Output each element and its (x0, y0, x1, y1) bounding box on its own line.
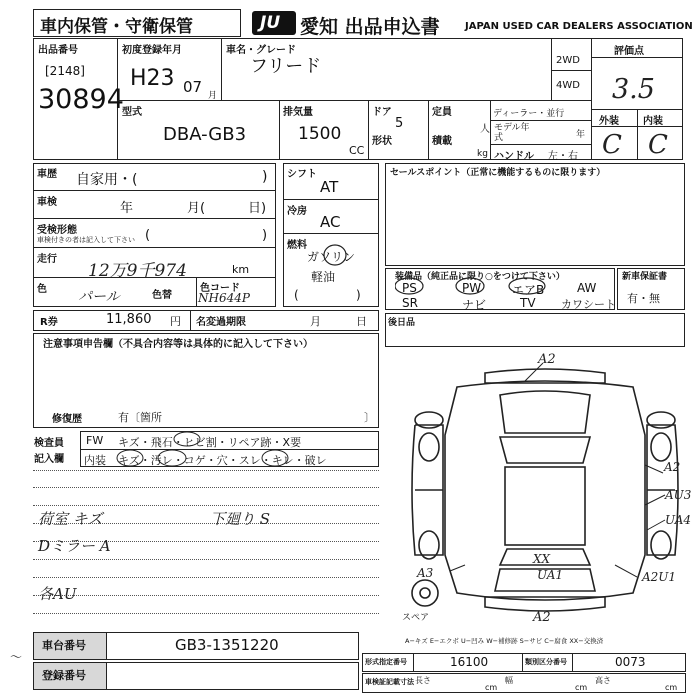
inspection-label: 車検 (37, 197, 57, 208)
model-year-label: モデル年式 (494, 123, 530, 143)
cooling-label: 冷房 (287, 206, 307, 217)
rating-ext-label: 外装 (599, 116, 619, 127)
period-day-unit: 日 (356, 315, 367, 328)
registration-era: H23 (130, 66, 175, 91)
class-value: 0073 (615, 655, 646, 669)
displacement-unit: CC (349, 144, 365, 157)
diag-label-ua1: UA1 (537, 568, 564, 582)
checker-label-1: 検査員 (34, 438, 64, 449)
load-label: 積載 (432, 136, 452, 147)
dealer-import-label: ディーラー・並行 (493, 109, 565, 119)
capacity-label: 定員 (432, 107, 452, 118)
plate-label: 登録番号 (34, 663, 106, 689)
car-name-label: 車名・グレード (226, 45, 296, 56)
equipment-sr: SR (402, 296, 418, 310)
load-unit: kg (477, 149, 488, 159)
shape-label: 形状 (372, 136, 392, 147)
fuel-close: ) (356, 288, 361, 302)
doors-value: 5 (395, 116, 404, 131)
ju-logo-text: JU (260, 13, 281, 33)
rating-score: 3.5 (612, 74, 655, 105)
doors-label: ドア (372, 107, 392, 118)
spare-label: スペア (402, 613, 430, 623)
checker-row1-head: FW (86, 434, 104, 447)
model-label: 型式 (122, 107, 142, 118)
shift-label: シフト (287, 169, 317, 180)
chassis-value: GB3-1351220 (175, 636, 279, 654)
height-label: 高さ (595, 676, 611, 685)
recycle-label: R券 (40, 317, 58, 328)
equipment-ps: PS (402, 281, 417, 295)
diag-label-right-1: A2 (664, 460, 681, 474)
diag-label-rear: A2 (533, 610, 551, 625)
history-label: 車歴 (37, 169, 57, 180)
notes-label: 注意事項申告欄（不具合内容等は具体的に記入して下さい） (43, 339, 313, 350)
rating-int-label: 内装 (643, 116, 663, 127)
lot-number: 30894 (38, 84, 124, 115)
rating-int: C (648, 130, 668, 160)
checker-label-2: 記入欄 (34, 454, 64, 465)
checker-row1-items: キズ・飛石・ヒビ割・リペア跡・X要 (118, 436, 302, 449)
note-underbody: 下廻り S (210, 510, 271, 528)
sales-point-label: セールスポイント（正常に機能するものに限ります） (390, 168, 606, 178)
lot-label: 出品番号 (38, 45, 78, 56)
class-label: 類別区分番号 (525, 658, 567, 666)
repair-label: 修復歴 (52, 414, 82, 425)
height-unit: cm (665, 683, 678, 692)
color-label: 色 (37, 284, 47, 295)
dimension-label: 車検証記載寸法 (365, 678, 414, 686)
handle-label: ハンドル (494, 151, 534, 162)
mileage-value: 12万9千974 (88, 261, 187, 281)
recycle-unit: 円 (170, 315, 181, 328)
checker-row2-items: キズ・汚レ・コゲ・穴・スレ・キレ・破レ (118, 454, 327, 467)
stray-mark: 〜 (10, 650, 23, 664)
equipment-leather: カワシート (561, 298, 616, 311)
capacity-unit: 人 (480, 124, 490, 135)
model-year-unit: 年 (576, 130, 586, 140)
width-unit: cm (575, 683, 588, 692)
color-code-label: 色コード (200, 283, 240, 294)
designation-label: 形式指定番号 (365, 658, 407, 666)
equipment-aw: AW (577, 281, 597, 295)
car-name-value: フリード (250, 56, 322, 77)
org-english: JAPAN USED CAR DEALERS ASSOCIATION (465, 21, 693, 32)
equipment-airbag: エアB (512, 283, 545, 297)
rating-label: 評価点 (614, 46, 644, 57)
designation-value: 16100 (450, 655, 489, 669)
repair-close: 〕 (364, 411, 375, 424)
name-change-period-label: 名変過期限 (196, 317, 246, 328)
color-code: NH644P (198, 291, 250, 305)
sales-point-box (385, 163, 685, 266)
vehicle-info-block (33, 38, 683, 160)
length-label: 長さ (415, 676, 431, 685)
equipment-navi: ナビ (462, 298, 487, 312)
note-cargo-scratch: 荷室 キズ (38, 510, 103, 528)
accept-form-sub: 車検付きの者は記入して下さい (37, 236, 135, 244)
shift-value: AT (320, 178, 339, 196)
handle-value: 左・右 (548, 151, 578, 162)
repair-value: 有〔箇所 (118, 411, 162, 424)
lot-sub-number: [2148] (45, 64, 85, 78)
registration-month: 07 (183, 78, 203, 96)
checker-row2-head: 内装 (84, 454, 106, 467)
note-door-mirror: Dミラー A (38, 537, 111, 555)
equipment-pw: PW (462, 281, 482, 295)
storage-title: 車内保管・守衛保管 (40, 17, 193, 37)
storage-title-box (33, 9, 241, 37)
warranty-label: 新車保証書 (622, 272, 668, 282)
accept-form-close: ) (262, 228, 268, 243)
period-month-unit: 月 (310, 315, 321, 328)
mileage-label: 走行 (37, 254, 57, 265)
diag-label-xx: XX (533, 552, 551, 566)
diagram-legend: A−キズ E−エクボ U−凹み W−補修跡 S−サビ C−腐食 XX−交換済 (405, 637, 604, 645)
diag-label-left: A3 (417, 566, 434, 580)
diag-label-right-2: AU3 (665, 488, 692, 502)
accept-form-open: ( (145, 228, 151, 243)
note-each-au: 各AU (38, 585, 77, 603)
inspection-month: 月( (187, 201, 206, 216)
post-item-box (385, 313, 685, 347)
fuel-open: ( (294, 288, 299, 302)
recycle-value: 11,860 (106, 312, 152, 327)
model-value: DBA-GB3 (163, 124, 247, 145)
displacement-label: 排気量 (283, 107, 313, 118)
color-change-label: 色替 (152, 290, 172, 301)
equipment-label: 装備品（純正品に限り○をつけて下さい） (395, 272, 565, 282)
color-value: パール (78, 289, 120, 305)
equipment-tv: TV (520, 296, 536, 310)
car-damage-diagram (405, 355, 685, 625)
registration-label: 初度登録年月 (122, 45, 182, 56)
inspection-day: 日) (248, 201, 267, 216)
chassis-label: 車台番号 (34, 633, 106, 659)
diag-label-right-3: UA4 (665, 513, 692, 527)
inspection-year: 年 (120, 201, 134, 216)
post-item-label: 後日品 (388, 318, 416, 328)
fuel-circle-mark (322, 243, 348, 267)
diag-label-right-4: A2U1 (642, 570, 677, 584)
registration-month-unit: 月 (208, 91, 218, 101)
length-unit: cm (485, 683, 498, 692)
ju-logo (252, 11, 296, 35)
drive-2wd: 2WD (556, 55, 580, 66)
history-close: ) (262, 169, 268, 185)
fuel-gas: ガソリン (307, 250, 356, 264)
warranty-yes-no: 有・無 (627, 292, 660, 305)
diag-label-front: A2 (538, 352, 556, 367)
equipment-circles (395, 276, 555, 296)
mileage-unit: km (232, 263, 250, 276)
displacement-value: 1500 (298, 124, 342, 144)
fuel-oil: 軽油 (311, 270, 336, 284)
accept-form-label: 受検形態 (37, 225, 77, 236)
cooling-value: AC (320, 213, 341, 231)
history-value: 自家用・( (76, 172, 138, 188)
org-title: 愛知 出品申込書 (300, 16, 440, 38)
drive-4wd: 4WD (556, 80, 580, 91)
width-label: 幅 (505, 676, 513, 685)
rating-ext: C (602, 130, 622, 160)
fuel-label: 燃料 (287, 240, 307, 251)
checker-circles (112, 430, 292, 470)
